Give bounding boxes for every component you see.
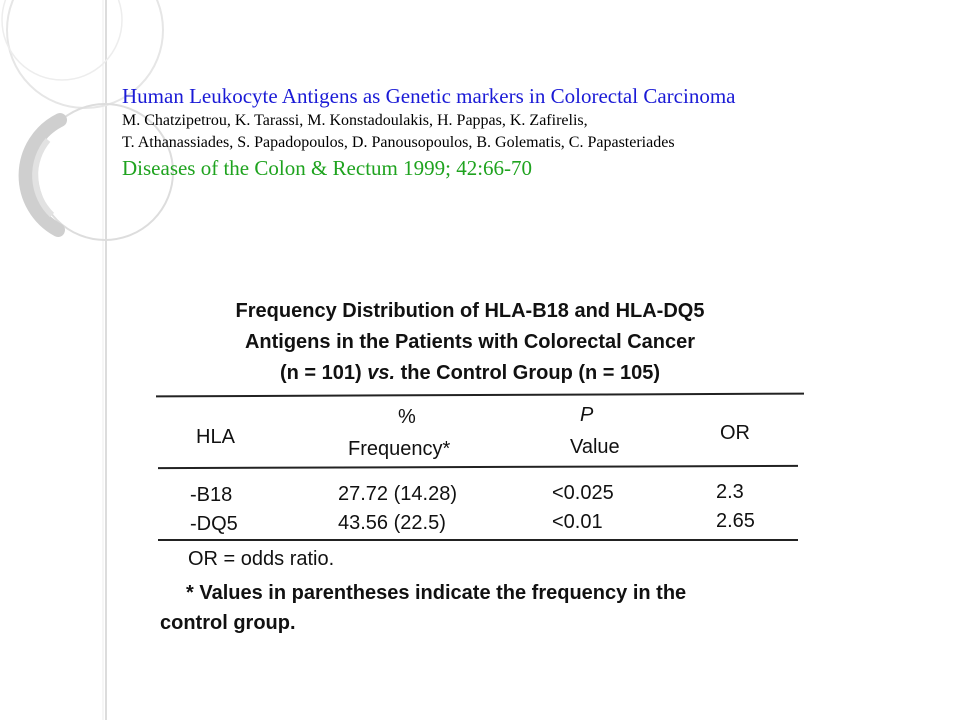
scanned-table [150,292,810,642]
caption-line-3-start: (n = 101) [279,362,368,384]
caption-line-3-end: the Control Group (n = 105) [395,362,661,384]
caption-line-3 [150,358,790,389]
header-or: OR [720,422,750,444]
bottom-rule [158,539,798,541]
header-rule [158,465,798,469]
journal-citation: Diseases of the Colon & Rectum 1999; 42:66-70 [122,156,533,180]
header-percent: % [398,406,416,428]
footnote-values-line-2: control group. [160,612,296,634]
row-1-or: 2.3 [716,481,744,503]
footnote-values-line-1: * Values in parentheses indicate the frequency in the [186,582,687,604]
caption-vs: vs. [367,362,396,384]
authors-line-2: T. Athanassiades, S. Papadopoulos, D. Panousopoulos, B. Golematis, C. Papasteriades [122,134,675,151]
caption-line-1: Frequency Distribution of HLA-B18 and HLA-DQ5 [235,300,705,322]
row-1-frequency: 27.72 (14.28) [338,483,457,505]
header-hla: HLA [196,426,235,448]
row-2-hla: -DQ5 [190,513,238,535]
row-2-or: 2.65 [716,510,755,532]
header-value: Value [570,436,620,458]
paper-title: Human Leukocyte Antigens as Genetic markers in Colorectal Carcinoma [122,84,736,108]
row-2-p: <0.01 [552,511,603,533]
authors-line-1: M. Chatzipetrou, K. Tarassi, M. Konstadoulakis, H. Pappas, K. Zafirelis, [122,112,588,129]
top-rule [156,393,804,398]
table-caption [150,296,790,389]
row-1-p: <0.025 [552,482,614,504]
slide-header [122,83,942,181]
header-p: P [580,404,594,426]
caption-line-2: Antigens in the Patients with Colorectal Cancer [244,331,696,353]
footnote-or: OR = odds ratio. [188,548,335,570]
header-frequency: Frequency* [348,438,451,460]
row-1-hla: -B18 [190,484,233,506]
row-2-frequency: 43.56 (22.5) [338,512,446,534]
